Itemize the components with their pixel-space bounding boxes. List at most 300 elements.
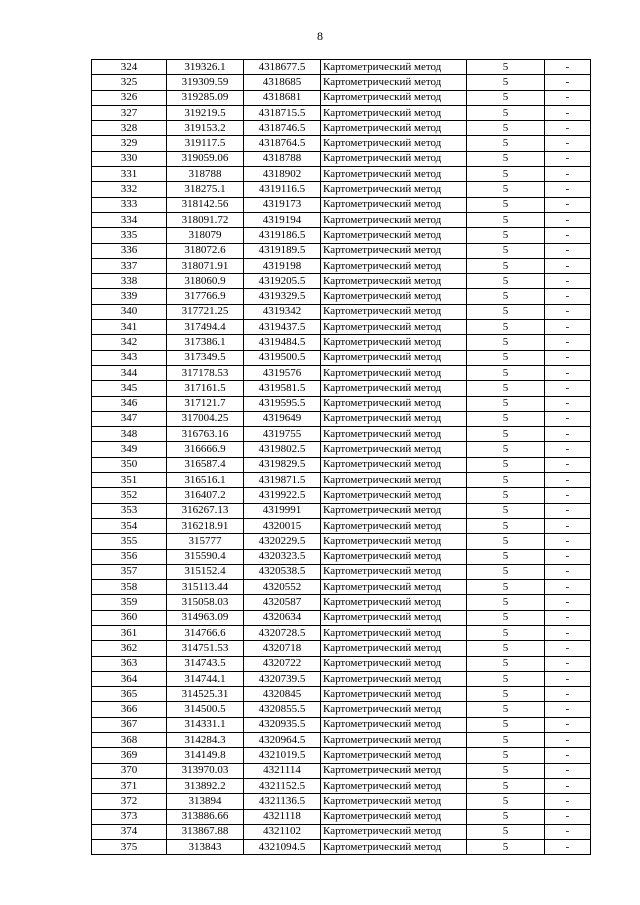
y-coordinate-cell: 4321136.5 [244, 794, 321, 809]
table-row [92, 763, 591, 778]
method-cell: Картометрический метод [321, 595, 467, 610]
coordinates-table [91, 59, 591, 855]
table-row [92, 687, 591, 702]
accuracy-cell: 5 [467, 274, 545, 289]
point-number-cell: 371 [92, 778, 167, 793]
x-coordinate-cell: 317161.5 [167, 381, 244, 396]
accuracy-cell: 5 [467, 381, 545, 396]
table-row [92, 473, 591, 488]
point-number-cell: 357 [92, 564, 167, 579]
method-cell: Картометрический метод [321, 182, 467, 197]
note-cell: - [545, 90, 591, 105]
accuracy-cell: 5 [467, 427, 545, 442]
note-cell: - [545, 136, 591, 151]
table-row [92, 274, 591, 289]
method-cell: Картометрический метод [321, 549, 467, 564]
y-coordinate-cell: 4319205.5 [244, 274, 321, 289]
note-cell: - [545, 733, 591, 748]
y-coordinate-cell: 4319186.5 [244, 228, 321, 243]
y-coordinate-cell: 4320935.5 [244, 717, 321, 732]
point-number-cell: 343 [92, 350, 167, 365]
note-cell: - [545, 304, 591, 319]
x-coordinate-cell: 317766.9 [167, 289, 244, 304]
table-row [92, 564, 591, 579]
method-cell: Картометрический метод [321, 90, 467, 105]
x-coordinate-cell: 314743.5 [167, 656, 244, 671]
method-cell: Картометрический метод [321, 411, 467, 426]
coordinates-table-body [92, 60, 591, 855]
method-cell: Картометрический метод [321, 350, 467, 365]
table-row [92, 136, 591, 151]
accuracy-cell: 5 [467, 121, 545, 136]
x-coordinate-cell: 313970.03 [167, 763, 244, 778]
note-cell: - [545, 488, 591, 503]
table-row [92, 549, 591, 564]
accuracy-cell: 5 [467, 228, 545, 243]
accuracy-cell: 5 [467, 625, 545, 640]
point-number-cell: 326 [92, 90, 167, 105]
method-cell: Картометрический метод [321, 809, 467, 824]
y-coordinate-cell: 4320845 [244, 687, 321, 702]
x-coordinate-cell: 314766.6 [167, 625, 244, 640]
table-row [92, 228, 591, 243]
x-coordinate-cell: 316587.4 [167, 457, 244, 472]
method-cell: Картометрический метод [321, 197, 467, 212]
point-number-cell: 369 [92, 748, 167, 763]
point-number-cell: 347 [92, 411, 167, 426]
note-cell: - [545, 778, 591, 793]
point-number-cell: 375 [92, 840, 167, 855]
table-row [92, 289, 591, 304]
table-row [92, 258, 591, 273]
point-number-cell: 330 [92, 151, 167, 166]
accuracy-cell: 5 [467, 809, 545, 824]
method-cell: Картометрический метод [321, 625, 467, 640]
accuracy-cell: 5 [467, 197, 545, 212]
accuracy-cell: 5 [467, 702, 545, 717]
note-cell: - [545, 60, 591, 75]
x-coordinate-cell: 317178.53 [167, 365, 244, 380]
note-cell: - [545, 824, 591, 839]
method-cell: Картометрический метод [321, 488, 467, 503]
method-cell: Картометрический метод [321, 60, 467, 75]
note-cell: - [545, 794, 591, 809]
table-row [92, 625, 591, 640]
point-number-cell: 345 [92, 381, 167, 396]
table-row [92, 197, 591, 212]
y-coordinate-cell: 4318677.5 [244, 60, 321, 75]
accuracy-cell: 5 [467, 671, 545, 686]
table-row [92, 304, 591, 319]
point-number-cell: 344 [92, 365, 167, 380]
table-row [92, 60, 591, 75]
note-cell: - [545, 197, 591, 212]
x-coordinate-cell: 315590.4 [167, 549, 244, 564]
method-cell: Картометрический метод [321, 733, 467, 748]
point-number-cell: 341 [92, 320, 167, 335]
accuracy-cell: 5 [467, 457, 545, 472]
table-row [92, 365, 591, 380]
x-coordinate-cell: 313886.66 [167, 809, 244, 824]
point-number-cell: 350 [92, 457, 167, 472]
method-cell: Картометрический метод [321, 243, 467, 258]
accuracy-cell: 5 [467, 320, 545, 335]
method-cell: Картометрический метод [321, 75, 467, 90]
table-row [92, 794, 591, 809]
note-cell: - [545, 656, 591, 671]
point-number-cell: 374 [92, 824, 167, 839]
note-cell: - [545, 320, 591, 335]
x-coordinate-cell: 315777 [167, 534, 244, 549]
accuracy-cell: 5 [467, 442, 545, 457]
y-coordinate-cell: 4319991 [244, 503, 321, 518]
table-row [92, 733, 591, 748]
note-cell: - [545, 365, 591, 380]
x-coordinate-cell: 319309.59 [167, 75, 244, 90]
y-coordinate-cell: 4320552 [244, 580, 321, 595]
accuracy-cell: 5 [467, 534, 545, 549]
accuracy-cell: 5 [467, 60, 545, 75]
method-cell: Картометрический метод [321, 656, 467, 671]
x-coordinate-cell: 318060.9 [167, 274, 244, 289]
point-number-cell: 372 [92, 794, 167, 809]
y-coordinate-cell: 4319173 [244, 197, 321, 212]
x-coordinate-cell: 319117.5 [167, 136, 244, 151]
accuracy-cell: 5 [467, 610, 545, 625]
point-number-cell: 334 [92, 212, 167, 227]
note-cell: - [545, 809, 591, 824]
point-number-cell: 342 [92, 335, 167, 350]
note-cell: - [545, 228, 591, 243]
note-cell: - [545, 396, 591, 411]
point-number-cell: 354 [92, 518, 167, 533]
table-row [92, 442, 591, 457]
accuracy-cell: 5 [467, 473, 545, 488]
table-row [92, 212, 591, 227]
note-cell: - [545, 518, 591, 533]
point-number-cell: 367 [92, 717, 167, 732]
method-cell: Картометрический метод [321, 564, 467, 579]
table-row [92, 488, 591, 503]
x-coordinate-cell: 319153.2 [167, 121, 244, 136]
x-coordinate-cell: 315058.03 [167, 595, 244, 610]
y-coordinate-cell: 4320728.5 [244, 625, 321, 640]
point-number-cell: 365 [92, 687, 167, 702]
accuracy-cell: 5 [467, 840, 545, 855]
accuracy-cell: 5 [467, 90, 545, 105]
y-coordinate-cell: 4319189.5 [244, 243, 321, 258]
point-number-cell: 351 [92, 473, 167, 488]
note-cell: - [545, 274, 591, 289]
y-coordinate-cell: 4320722 [244, 656, 321, 671]
method-cell: Картометрический метод [321, 167, 467, 182]
x-coordinate-cell: 313894 [167, 794, 244, 809]
method-cell: Картометрический метод [321, 258, 467, 273]
table-row [92, 503, 591, 518]
point-number-cell: 329 [92, 136, 167, 151]
method-cell: Картометрический метод [321, 473, 467, 488]
y-coordinate-cell: 4319329.5 [244, 289, 321, 304]
point-number-cell: 361 [92, 625, 167, 640]
method-cell: Картометрический метод [321, 136, 467, 151]
x-coordinate-cell: 319219.5 [167, 105, 244, 120]
accuracy-cell: 5 [467, 824, 545, 839]
note-cell: - [545, 717, 591, 732]
table-row [92, 518, 591, 533]
y-coordinate-cell: 4319116.5 [244, 182, 321, 197]
accuracy-cell: 5 [467, 105, 545, 120]
table-row [92, 381, 591, 396]
table-row [92, 121, 591, 136]
x-coordinate-cell: 314744.1 [167, 671, 244, 686]
method-cell: Картометрический метод [321, 442, 467, 457]
accuracy-cell: 5 [467, 182, 545, 197]
x-coordinate-cell: 317721.25 [167, 304, 244, 319]
table-row [92, 167, 591, 182]
accuracy-cell: 5 [467, 411, 545, 426]
x-coordinate-cell: 316267.13 [167, 503, 244, 518]
y-coordinate-cell: 4319437.5 [244, 320, 321, 335]
point-number-cell: 359 [92, 595, 167, 610]
note-cell: - [545, 625, 591, 640]
point-number-cell: 348 [92, 427, 167, 442]
note-cell: - [545, 411, 591, 426]
point-number-cell: 333 [92, 197, 167, 212]
x-coordinate-cell: 316763.16 [167, 427, 244, 442]
y-coordinate-cell: 4320739.5 [244, 671, 321, 686]
y-coordinate-cell: 4319500.5 [244, 350, 321, 365]
x-coordinate-cell: 317004.25 [167, 411, 244, 426]
y-coordinate-cell: 4320015 [244, 518, 321, 533]
accuracy-cell: 5 [467, 717, 545, 732]
y-coordinate-cell: 4320587 [244, 595, 321, 610]
x-coordinate-cell: 317386.1 [167, 335, 244, 350]
point-number-cell: 364 [92, 671, 167, 686]
point-number-cell: 331 [92, 167, 167, 182]
method-cell: Картометрический метод [321, 457, 467, 472]
method-cell: Картометрический метод [321, 748, 467, 763]
x-coordinate-cell: 314751.53 [167, 641, 244, 656]
note-cell: - [545, 335, 591, 350]
y-coordinate-cell: 4320964.5 [244, 733, 321, 748]
method-cell: Картометрический метод [321, 151, 467, 166]
method-cell: Картометрический метод [321, 274, 467, 289]
accuracy-cell: 5 [467, 518, 545, 533]
accuracy-cell: 5 [467, 396, 545, 411]
x-coordinate-cell: 318788 [167, 167, 244, 182]
y-coordinate-cell: 4319581.5 [244, 381, 321, 396]
table-row [92, 610, 591, 625]
method-cell: Картометрический метод [321, 671, 467, 686]
x-coordinate-cell: 317349.5 [167, 350, 244, 365]
method-cell: Картометрический метод [321, 320, 467, 335]
x-coordinate-cell: 318275.1 [167, 182, 244, 197]
y-coordinate-cell: 4318788 [244, 151, 321, 166]
table-row [92, 809, 591, 824]
table-row [92, 840, 591, 855]
note-cell: - [545, 748, 591, 763]
method-cell: Картометрический метод [321, 840, 467, 855]
note-cell: - [545, 763, 591, 778]
y-coordinate-cell: 4318715.5 [244, 105, 321, 120]
point-number-cell: 352 [92, 488, 167, 503]
x-coordinate-cell: 317121.7 [167, 396, 244, 411]
table-row [92, 717, 591, 732]
table-row [92, 151, 591, 166]
y-coordinate-cell: 4320538.5 [244, 564, 321, 579]
x-coordinate-cell: 313892.2 [167, 778, 244, 793]
table-row [92, 396, 591, 411]
x-coordinate-cell: 316407.2 [167, 488, 244, 503]
note-cell: - [545, 381, 591, 396]
accuracy-cell: 5 [467, 350, 545, 365]
note-cell: - [545, 121, 591, 136]
point-number-cell: 332 [92, 182, 167, 197]
table-row [92, 580, 591, 595]
accuracy-cell: 5 [467, 549, 545, 564]
point-number-cell: 366 [92, 702, 167, 717]
table-row [92, 671, 591, 686]
table-row [92, 641, 591, 656]
method-cell: Картометрический метод [321, 763, 467, 778]
method-cell: Картометрический метод [321, 212, 467, 227]
note-cell: - [545, 534, 591, 549]
accuracy-cell: 5 [467, 656, 545, 671]
note-cell: - [545, 182, 591, 197]
table-row [92, 656, 591, 671]
method-cell: Картометрический метод [321, 717, 467, 732]
y-coordinate-cell: 4319649 [244, 411, 321, 426]
note-cell: - [545, 212, 591, 227]
method-cell: Картометрический метод [321, 534, 467, 549]
x-coordinate-cell: 318079 [167, 228, 244, 243]
table-row [92, 702, 591, 717]
y-coordinate-cell: 4319922.5 [244, 488, 321, 503]
y-coordinate-cell: 4319198 [244, 258, 321, 273]
note-cell: - [545, 105, 591, 120]
note-cell: - [545, 641, 591, 656]
table-row [92, 350, 591, 365]
y-coordinate-cell: 4319576 [244, 365, 321, 380]
accuracy-cell: 5 [467, 763, 545, 778]
accuracy-cell: 5 [467, 304, 545, 319]
y-coordinate-cell: 4318746.5 [244, 121, 321, 136]
accuracy-cell: 5 [467, 243, 545, 258]
table-row [92, 778, 591, 793]
y-coordinate-cell: 4320855.5 [244, 702, 321, 717]
point-number-cell: 349 [92, 442, 167, 457]
accuracy-cell: 5 [467, 580, 545, 595]
note-cell: - [545, 564, 591, 579]
y-coordinate-cell: 4319194 [244, 212, 321, 227]
x-coordinate-cell: 314963.09 [167, 610, 244, 625]
method-cell: Картометрический метод [321, 381, 467, 396]
y-coordinate-cell: 4319755 [244, 427, 321, 442]
y-coordinate-cell: 4321102 [244, 824, 321, 839]
x-coordinate-cell: 314284.3 [167, 733, 244, 748]
accuracy-cell: 5 [467, 258, 545, 273]
accuracy-cell: 5 [467, 365, 545, 380]
x-coordinate-cell: 319326.1 [167, 60, 244, 75]
accuracy-cell: 5 [467, 733, 545, 748]
table-row [92, 748, 591, 763]
accuracy-cell: 5 [467, 794, 545, 809]
note-cell: - [545, 671, 591, 686]
x-coordinate-cell: 316666.9 [167, 442, 244, 457]
y-coordinate-cell: 4321019.5 [244, 748, 321, 763]
note-cell: - [545, 549, 591, 564]
method-cell: Картометрический метод [321, 580, 467, 595]
table-row [92, 320, 591, 335]
note-cell: - [545, 75, 591, 90]
y-coordinate-cell: 4320323.5 [244, 549, 321, 564]
method-cell: Картометрический метод [321, 641, 467, 656]
table-row [92, 427, 591, 442]
y-coordinate-cell: 4320229.5 [244, 534, 321, 549]
page-number: 8 [317, 29, 323, 43]
x-coordinate-cell: 313867.88 [167, 824, 244, 839]
table-row [92, 243, 591, 258]
y-coordinate-cell: 4319342 [244, 304, 321, 319]
accuracy-cell: 5 [467, 687, 545, 702]
point-number-cell: 338 [92, 274, 167, 289]
y-coordinate-cell: 4318685 [244, 75, 321, 90]
note-cell: - [545, 503, 591, 518]
method-cell: Картометрический метод [321, 778, 467, 793]
table-row [92, 595, 591, 610]
method-cell: Картометрический метод [321, 365, 467, 380]
note-cell: - [545, 350, 591, 365]
accuracy-cell: 5 [467, 778, 545, 793]
note-cell: - [545, 258, 591, 273]
y-coordinate-cell: 4321094.5 [244, 840, 321, 855]
table-row [92, 90, 591, 105]
table-row [92, 335, 591, 350]
x-coordinate-cell: 314149.8 [167, 748, 244, 763]
y-coordinate-cell: 4318764.5 [244, 136, 321, 151]
table-row [92, 457, 591, 472]
point-number-cell: 370 [92, 763, 167, 778]
method-cell: Картометрический метод [321, 396, 467, 411]
note-cell: - [545, 580, 591, 595]
note-cell: - [545, 289, 591, 304]
table-row [92, 824, 591, 839]
point-number-cell: 363 [92, 656, 167, 671]
x-coordinate-cell: 316516.1 [167, 473, 244, 488]
x-coordinate-cell: 318091.72 [167, 212, 244, 227]
y-coordinate-cell: 4318681 [244, 90, 321, 105]
y-coordinate-cell: 4319484.5 [244, 335, 321, 350]
note-cell: - [545, 442, 591, 457]
note-cell: - [545, 595, 591, 610]
note-cell: - [545, 151, 591, 166]
method-cell: Картометрический метод [321, 105, 467, 120]
y-coordinate-cell: 4321114 [244, 763, 321, 778]
y-coordinate-cell: 4319802.5 [244, 442, 321, 457]
note-cell: - [545, 702, 591, 717]
y-coordinate-cell: 4321118 [244, 809, 321, 824]
method-cell: Картометрический метод [321, 304, 467, 319]
accuracy-cell: 5 [467, 289, 545, 304]
table-row [92, 182, 591, 197]
point-number-cell: 325 [92, 75, 167, 90]
x-coordinate-cell: 318072.6 [167, 243, 244, 258]
point-number-cell: 356 [92, 549, 167, 564]
point-number-cell: 368 [92, 733, 167, 748]
accuracy-cell: 5 [467, 335, 545, 350]
method-cell: Картометрический метод [321, 824, 467, 839]
point-number-cell: 336 [92, 243, 167, 258]
